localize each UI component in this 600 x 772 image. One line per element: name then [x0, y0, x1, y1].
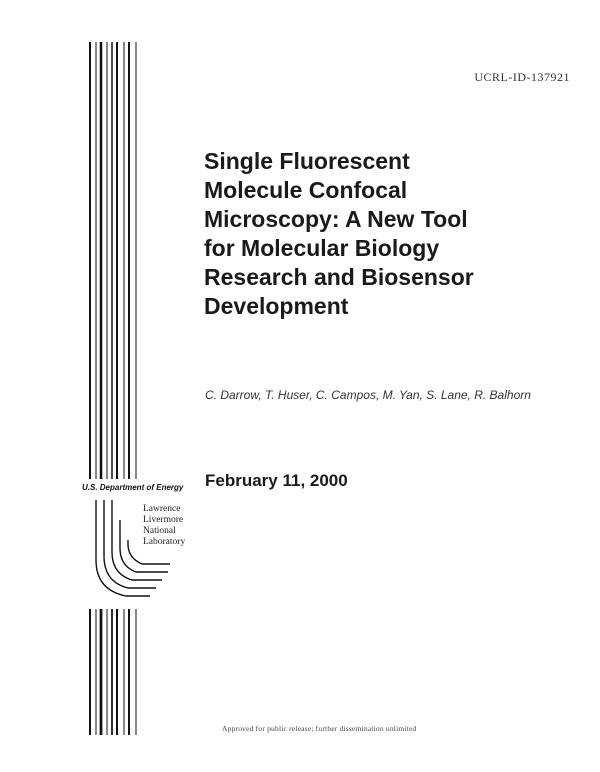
lab-name-line: Livermore: [143, 515, 184, 525]
doe-label: U.S. Department of Energy: [82, 483, 184, 492]
title-line: for Molecular Biology: [204, 235, 440, 261]
publication-date: February 11, 2000: [205, 471, 348, 490]
lab-name-line: Laboratory: [143, 537, 186, 547]
lab-name: [141, 504, 185, 548]
title-line: Development: [204, 293, 349, 319]
title-line: Single Fluorescent: [204, 148, 410, 174]
lab-name-line: Lawrence: [143, 504, 181, 514]
author-list: C. Darrow, T. Huser, C. Campos, M. Yan, S. Lane, R. Balhorn: [205, 388, 531, 402]
left-rule-lines: [0, 0, 170, 772]
title-line: Microscopy: A New Tool: [204, 206, 468, 232]
title-line: Research and Biosensor: [204, 264, 474, 290]
release-statement: Approved for public release; further dissemination unlimited: [222, 724, 417, 733]
document-title: [204, 147, 564, 321]
lab-name-line: National: [143, 526, 176, 536]
report-id: UCRL-ID-137921: [474, 70, 570, 84]
title-line: Molecule Confocal: [204, 177, 408, 203]
